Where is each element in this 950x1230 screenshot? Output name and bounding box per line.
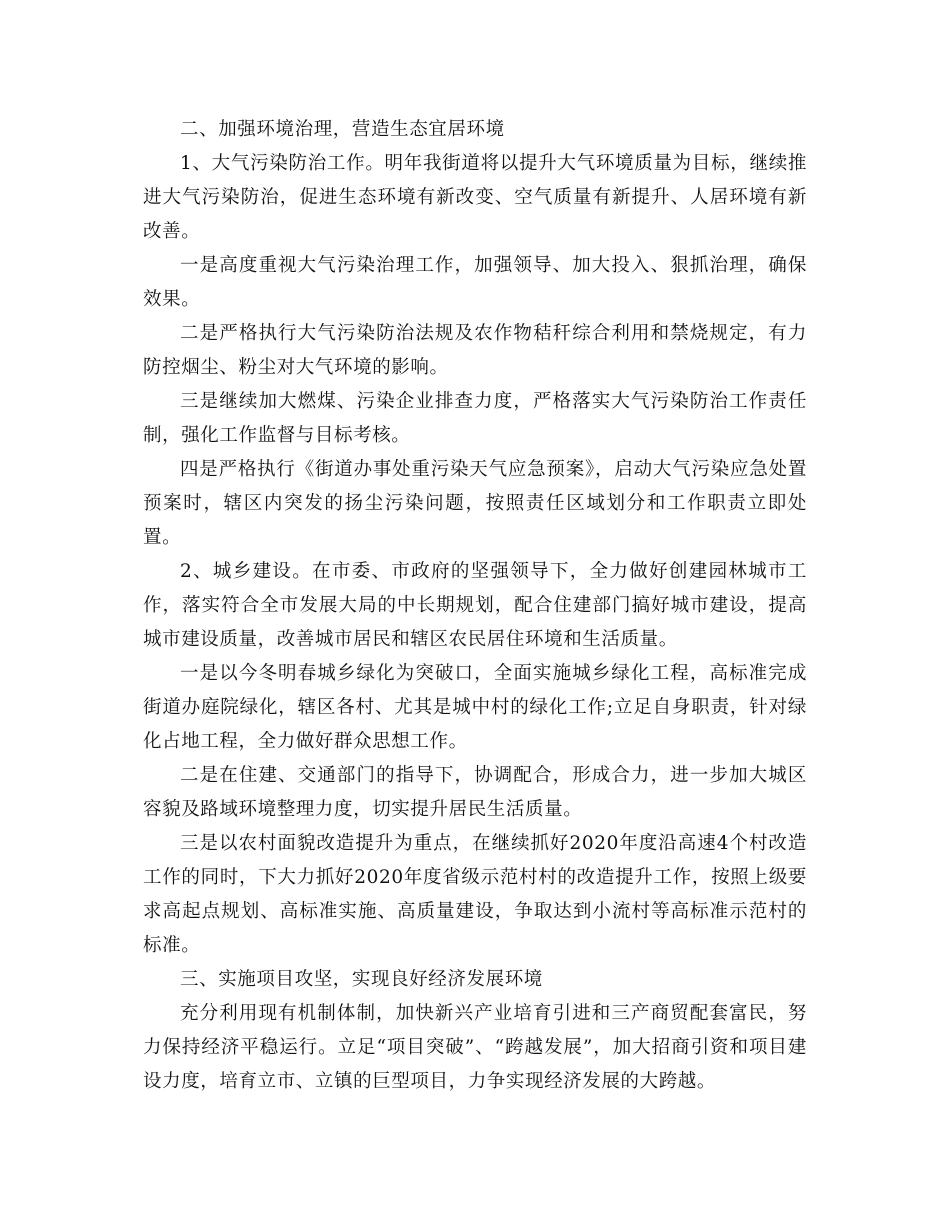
section-heading-3: 三、实施项目攻坚，实现良好经济发展环境 bbox=[180, 969, 543, 990]
section-heading-2: 二、加强环境治理，营造生态宜居环境 bbox=[180, 119, 505, 140]
document-page bbox=[143, 113, 807, 1099]
paragraph-village-renovation: 三是以农村面貌改造提升为重点，在继续抓好2020年度沿高速4个村改造工作的同时，下大力抓好2020年度省级示范村村的改造提升工作，按照上级要求高起点规划、高标准实施、高质量建设，争取达到小流村等高标准示范村的标准。 bbox=[143, 833, 807, 956]
paragraph-urban-rural: 2、城乡建设。在市委、市政府的坚强领导下，全力做好创建园林城市工作，落实符合全市发展大局的中长期规划，配合住建部门搞好城市建设，提高城市建设质量，改善城市居民和辖区农民居住环境和生活质量。 bbox=[143, 561, 807, 650]
paragraph-air-pollution: 1、大气污染防治工作。明年我街道将以提升大气环境质量为目标，继续推进大气污染防治，促进生态环境有新改变、空气质量有新提升、人居环境有新改善。 bbox=[143, 153, 807, 242]
paragraph-point-2: 二是严格执行大气污染防治法规及农作物秸秆综合利用和禁烧规定，有力防控烟尘、粉尘对大气环境的影响。 bbox=[143, 323, 807, 378]
paragraph-road-environment: 二是在住建、交通部门的指导下，协调配合，形成合力，进一步加大城区容貌及路域环境整理力度，切实提升居民生活质量。 bbox=[143, 765, 807, 820]
paragraph-economy: 充分利用现有机制体制，加快新兴产业培育引进和三产商贸配套富民，努力保持经济平稳运行。立足“项目突破”、“跨越发展”，加大招商引资和项目建设力度，培育立市、立镇的巨型项目，力争实现经济发展的大跨越。 bbox=[143, 1003, 807, 1092]
paragraph-greening: 一是以今冬明春城乡绿化为突破口，全面实施城乡绿化工程，高标准完成街道办庭院绿化，辖区各村、尤其是城中村的绿化工作;立足自身职责，针对绿化占地工程，全力做好群众思想工作。 bbox=[143, 663, 807, 752]
paragraph-point-3: 三是继续加大燃煤、污染企业排查力度，严格落实大气污染防治工作责任制，强化工作监督与目标考核。 bbox=[143, 391, 807, 446]
paragraph-point-4: 四是严格执行《街道办事处重污染天气应急预案》，启动大气污染应急处置预案时，辖区内突发的扬尘污染问题，按照责任区域划分和工作职责立即处置。 bbox=[143, 459, 807, 548]
paragraph-point-1: 一是高度重视大气污染治理工作，加强领导、加大投入、狠抓治理，确保效果。 bbox=[143, 255, 807, 310]
